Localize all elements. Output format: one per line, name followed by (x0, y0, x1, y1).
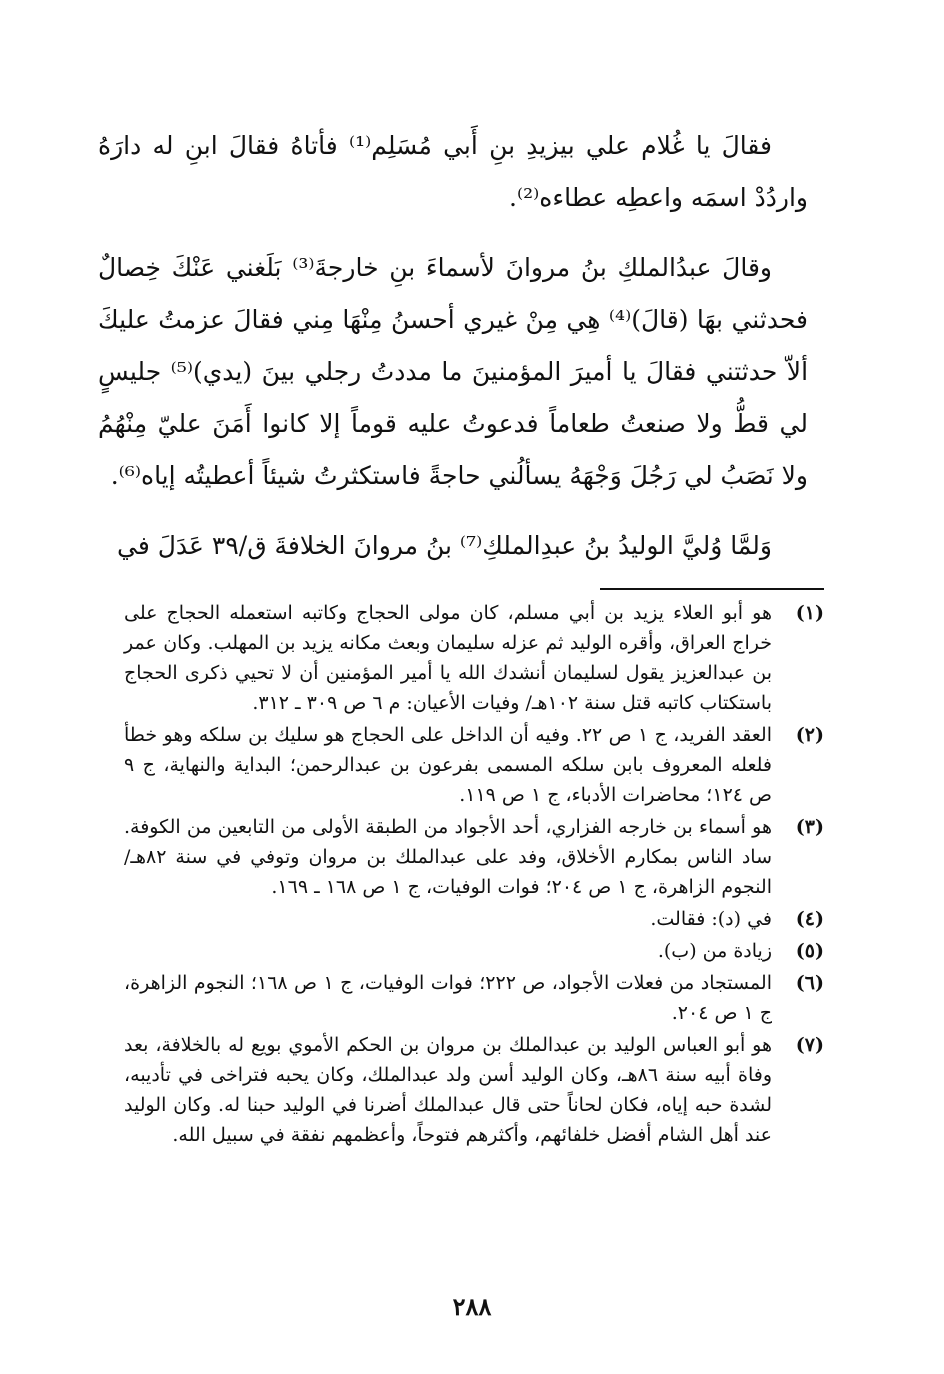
footnote-number: (٣) (795, 816, 824, 838)
footnote-number: (٤) (795, 908, 824, 930)
footnote-text: هو أبو العباس الوليد بن عبدالملك بن مروان بن الحكم الأموي بويع له بالخلافة، بعد وفاة أبيه سنة ٨٦هـ، وكان الوليد أسن ولد عبدالملك، وكان يحبه فتراخى في تأديبه، لشدة حبه إياه، فكان لحاناً حتى قال عبدالملك أضرنا في الوليد حبنا له. وكان الوليد عند أهل الشام أفضل خلفائهم، وأكثرهم فتوحاً، وأعظمهم نفقة في سبيل الله. (124, 1034, 773, 1146)
footnote-text: هو أبو العلاء يزيد بن أبي مسلم، كان مولى الحجاج وكاتبه استعمله الحجاج على خراج العراق، وأقره الوليد ثم عزله سليمان وبعث مكانه يزيد بن المهلب. وكان عمر بن عبدالعزيز يقول لسليمان أنشدك الله يا أمير المؤمنين أن لا تحيي ذكرى الحجاج باستكتاب كاتبه قتل سنة ١٠٢هـ/ وفيات الأعيان: م ٦ ص ٣٠٩ ـ ٣١٢. (124, 602, 772, 714)
footnote-number: (١) (795, 602, 824, 624)
footnote-text: المستجاد من فعلات الأجواد، ص ٢٢٢؛ فوات الوفيات، ج ١ ص ١٦٨؛ النجوم الزاهرة، ج ١ ص ٢٠٤. (124, 972, 772, 1024)
footnote (124, 904, 824, 934)
footnote (124, 598, 824, 718)
footnote (124, 936, 824, 966)
footnote-text: في (د): فقالت. (650, 908, 772, 930)
footnote (124, 720, 824, 810)
footnote-separator (600, 588, 824, 590)
footnotes (124, 598, 824, 1152)
footnote (124, 812, 824, 902)
paragraph: فقالَ يا غُلام علي بيزيدِ بنِ أَبي مُسَلِم⁽¹⁾ فأتاهُ فقالَ ابنِ له دارَهُ واردُدْ اسمَه واعطِه عطاءه⁽²⁾. (98, 131, 808, 212)
footnote-text: العقد الفريد، ج ١ ص ٢٢. وفيه أن الداخل على الحجاج هو سليك بن سلكه وهو خطأ فلعله المعروف بابن سلكه المسمى بفرعون بن عبدالرحمن؛ البداية والنهاية، ج ٩ ص ١٢٤؛ محاضرات الأدباء، ج ١ ص ١١٩. (124, 724, 772, 806)
page-number: ٢٨٨ (452, 1292, 492, 1321)
paragraph: وَلمَّا وُليَّ الوليدُ بنُ عبدِالملكِ⁽⁷⁾ بنُ مروانَ الخلافةَ ق/٣٩ عَدَلَ في (117, 531, 772, 560)
footnote-number: (٢) (795, 724, 824, 746)
paragraph: وقالَ عبدُالملكِ بنُ مروانَ لأسماءَ بنِ خارجةَ⁽³⁾ بَلَغني عَنْكَ خِصالٌ فحدثني بهَا (قالَ)⁽⁴⁾ هِي مِنْ غيري أحسنُ مِنْهَا مِني فقالَ عزمتُ عليكَ ألاّ حدثتني فقالَ يا أميرَ المؤمنينَ ما مددتُ رجلي بينَ (يدي)⁽⁵⁾ جليسٍ لي قطُّ ولا صنعتُ طعاماً فدعوتُ عليه قوماً إلا كانوا أَمَنَ عليّ مِنْهُمُ ولا نَصَبُ لي رَجُلَ وَجْهَهُ يسألُني حاجةً فاستكثرتُ شيئاً أعطيتُه إياه⁽⁶⁾. (98, 253, 809, 490)
footnote-number: (٥) (795, 940, 824, 962)
footnote-text: زيادة من (ب). (657, 940, 772, 962)
main-text (98, 120, 808, 590)
footnote-text: هو أسماء بن خارجه الفزاري، أحد الأجواد من الطبقة الأولى من التابعين من الكوفة. ساد الناس بمكارم الأخلاق، وفد على عبدالملك بن مروان وتوفي في سنة ٨٢هـ/ النجوم الزاهرة، ج ١ ص ٢٠٤؛ فوات الوفيات، ج ١ ص ١٦٨ ـ ١٦٩. (124, 816, 772, 898)
footnote (124, 1030, 824, 1150)
footnote-number: (٦) (795, 972, 824, 994)
footnote (124, 968, 824, 1028)
footnote-number: (٧) (795, 1034, 824, 1056)
